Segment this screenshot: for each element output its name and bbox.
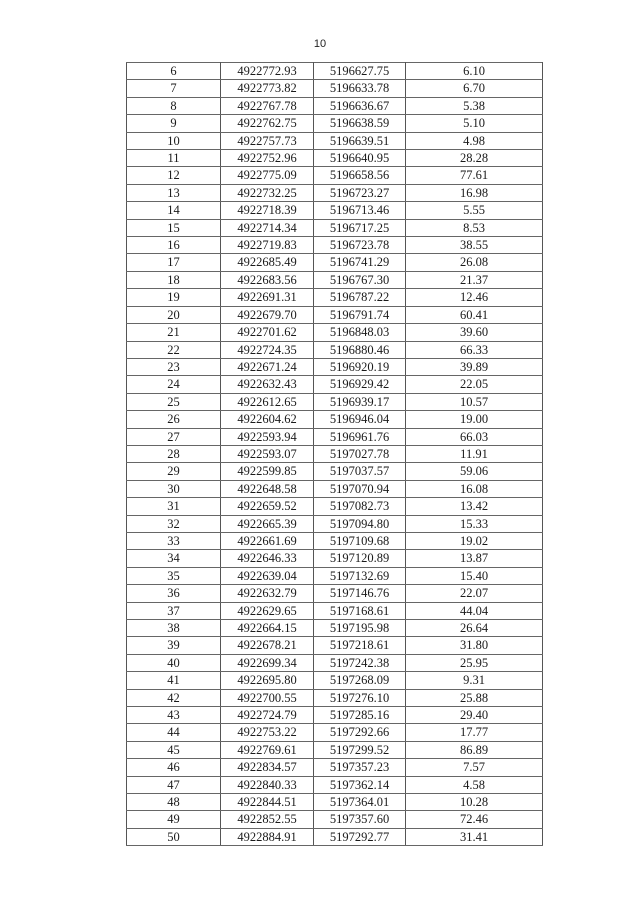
x-coordinate-cell: 4922834.57 (221, 759, 314, 776)
y-coordinate-cell: 5196920.19 (314, 358, 406, 375)
y-coordinate-cell: 5197292.77 (314, 828, 406, 845)
distance-cell: 16.08 (406, 480, 543, 497)
point-number-cell: 41 (127, 672, 221, 689)
distance-cell: 72.46 (406, 811, 543, 828)
table-row (127, 620, 543, 637)
x-coordinate-cell: 4922752.96 (221, 150, 314, 167)
point-number-cell: 17 (127, 254, 221, 271)
point-number-cell: 49 (127, 811, 221, 828)
point-number-cell: 25 (127, 393, 221, 410)
y-coordinate-cell: 5197276.10 (314, 689, 406, 706)
point-number-cell: 28 (127, 445, 221, 462)
x-coordinate-cell: 4922773.82 (221, 80, 314, 97)
y-coordinate-cell: 5197094.80 (314, 515, 406, 532)
table-row (127, 515, 543, 532)
distance-cell: 77.61 (406, 167, 543, 184)
y-coordinate-cell: 5196639.51 (314, 132, 406, 149)
y-coordinate-cell: 5197357.23 (314, 759, 406, 776)
y-coordinate-cell: 5197070.94 (314, 480, 406, 497)
page-number: 10 (313, 38, 327, 50)
distance-cell: 13.87 (406, 550, 543, 567)
point-number-cell: 8 (127, 97, 221, 114)
table-row (127, 637, 543, 654)
table-row (127, 463, 543, 480)
distance-cell: 6.10 (406, 63, 543, 80)
x-coordinate-cell: 4922840.33 (221, 776, 314, 793)
point-number-cell: 32 (127, 515, 221, 532)
x-coordinate-cell: 4922679.70 (221, 306, 314, 323)
x-coordinate-cell: 4922604.62 (221, 411, 314, 428)
coordinate-table-container (126, 62, 542, 846)
point-number-cell: 14 (127, 202, 221, 219)
distance-cell: 66.03 (406, 428, 543, 445)
y-coordinate-cell: 5196791.74 (314, 306, 406, 323)
x-coordinate-cell: 4922612.65 (221, 393, 314, 410)
point-number-cell: 11 (127, 150, 221, 167)
table-row (127, 237, 543, 254)
table-row (127, 63, 543, 80)
y-coordinate-cell: 5197268.09 (314, 672, 406, 689)
table-row (127, 428, 543, 445)
y-coordinate-cell: 5197037.57 (314, 463, 406, 480)
distance-cell: 6.70 (406, 80, 543, 97)
table-row (127, 707, 543, 724)
distance-cell: 7.57 (406, 759, 543, 776)
point-number-cell: 13 (127, 184, 221, 201)
point-number-cell: 12 (127, 167, 221, 184)
y-coordinate-cell: 5196633.78 (314, 80, 406, 97)
distance-cell: 19.00 (406, 411, 543, 428)
x-coordinate-cell: 4922639.04 (221, 567, 314, 584)
table-row (127, 585, 543, 602)
point-number-cell: 40 (127, 654, 221, 671)
point-number-cell: 29 (127, 463, 221, 480)
y-coordinate-cell: 5196741.29 (314, 254, 406, 271)
y-coordinate-cell: 5197362.14 (314, 776, 406, 793)
x-coordinate-cell: 4922659.52 (221, 498, 314, 515)
point-number-cell: 19 (127, 289, 221, 306)
y-coordinate-cell: 5196787.22 (314, 289, 406, 306)
point-number-cell: 47 (127, 776, 221, 793)
distance-cell: 28.28 (406, 150, 543, 167)
table-row (127, 306, 543, 323)
y-coordinate-cell: 5197364.01 (314, 794, 406, 811)
point-number-cell: 18 (127, 271, 221, 288)
point-number-cell: 48 (127, 794, 221, 811)
x-coordinate-cell: 4922775.09 (221, 167, 314, 184)
distance-cell: 8.53 (406, 219, 543, 236)
distance-cell: 12.46 (406, 289, 543, 306)
distance-cell: 10.28 (406, 794, 543, 811)
y-coordinate-cell: 5197168.61 (314, 602, 406, 619)
y-coordinate-cell: 5197027.78 (314, 445, 406, 462)
y-coordinate-cell: 5197120.89 (314, 550, 406, 567)
x-coordinate-cell: 4922695.80 (221, 672, 314, 689)
x-coordinate-cell: 4922852.55 (221, 811, 314, 828)
distance-cell: 4.58 (406, 776, 543, 793)
point-number-cell: 50 (127, 828, 221, 845)
y-coordinate-cell: 5196929.42 (314, 376, 406, 393)
table-row (127, 776, 543, 793)
table-row (127, 811, 543, 828)
table-row (127, 324, 543, 341)
distance-cell: 15.40 (406, 567, 543, 584)
table-row (127, 759, 543, 776)
point-number-cell: 37 (127, 602, 221, 619)
y-coordinate-cell: 5197292.66 (314, 724, 406, 741)
distance-cell: 39.60 (406, 324, 543, 341)
point-number-cell: 44 (127, 724, 221, 741)
distance-cell: 16.98 (406, 184, 543, 201)
table-row (127, 254, 543, 271)
distance-cell: 11.91 (406, 445, 543, 462)
x-coordinate-cell: 4922691.31 (221, 289, 314, 306)
y-coordinate-cell: 5196717.25 (314, 219, 406, 236)
point-number-cell: 20 (127, 306, 221, 323)
distance-cell: 31.80 (406, 637, 543, 654)
distance-cell: 17.77 (406, 724, 543, 741)
x-coordinate-cell: 4922661.69 (221, 532, 314, 549)
y-coordinate-cell: 5196880.46 (314, 341, 406, 358)
coordinate-table-body (127, 63, 543, 846)
table-row (127, 271, 543, 288)
y-coordinate-cell: 5196723.78 (314, 237, 406, 254)
table-row (127, 828, 543, 845)
x-coordinate-cell: 4922757.73 (221, 132, 314, 149)
x-coordinate-cell: 4922678.21 (221, 637, 314, 654)
x-coordinate-cell: 4922593.94 (221, 428, 314, 445)
distance-cell: 26.64 (406, 620, 543, 637)
coordinate-table (126, 62, 543, 846)
table-row (127, 202, 543, 219)
y-coordinate-cell: 5196723.27 (314, 184, 406, 201)
x-coordinate-cell: 4922718.39 (221, 202, 314, 219)
point-number-cell: 9 (127, 115, 221, 132)
point-number-cell: 35 (127, 567, 221, 584)
distance-cell: 26.08 (406, 254, 543, 271)
table-row (127, 219, 543, 236)
point-number-cell: 10 (127, 132, 221, 149)
distance-cell: 38.55 (406, 237, 543, 254)
x-coordinate-cell: 4922719.83 (221, 237, 314, 254)
table-row (127, 97, 543, 114)
table-row (127, 480, 543, 497)
x-coordinate-cell: 4922762.75 (221, 115, 314, 132)
table-row (127, 341, 543, 358)
x-coordinate-cell: 4922714.34 (221, 219, 314, 236)
y-coordinate-cell: 5197299.52 (314, 741, 406, 758)
x-coordinate-cell: 4922632.43 (221, 376, 314, 393)
x-coordinate-cell: 4922732.25 (221, 184, 314, 201)
distance-cell: 59.06 (406, 463, 543, 480)
y-coordinate-cell: 5197109.68 (314, 532, 406, 549)
table-row (127, 672, 543, 689)
table-row (127, 115, 543, 132)
distance-cell: 15.33 (406, 515, 543, 532)
x-coordinate-cell: 4922753.22 (221, 724, 314, 741)
x-coordinate-cell: 4922700.55 (221, 689, 314, 706)
point-number-cell: 34 (127, 550, 221, 567)
point-number-cell: 27 (127, 428, 221, 445)
point-number-cell: 43 (127, 707, 221, 724)
distance-cell: 22.05 (406, 376, 543, 393)
y-coordinate-cell: 5197218.61 (314, 637, 406, 654)
point-number-cell: 26 (127, 411, 221, 428)
table-row (127, 184, 543, 201)
point-number-cell: 15 (127, 219, 221, 236)
x-coordinate-cell: 4922671.24 (221, 358, 314, 375)
table-row (127, 411, 543, 428)
x-coordinate-cell: 4922884.91 (221, 828, 314, 845)
table-row (127, 567, 543, 584)
distance-cell: 5.55 (406, 202, 543, 219)
x-coordinate-cell: 4922599.85 (221, 463, 314, 480)
x-coordinate-cell: 4922724.35 (221, 341, 314, 358)
x-coordinate-cell: 4922699.34 (221, 654, 314, 671)
y-coordinate-cell: 5197285.16 (314, 707, 406, 724)
distance-cell: 29.40 (406, 707, 543, 724)
y-coordinate-cell: 5196848.03 (314, 324, 406, 341)
table-row (127, 80, 543, 97)
table-row (127, 393, 543, 410)
distance-cell: 10.57 (406, 393, 543, 410)
y-coordinate-cell: 5197242.38 (314, 654, 406, 671)
table-row (127, 150, 543, 167)
table-row (127, 602, 543, 619)
x-coordinate-cell: 4922769.61 (221, 741, 314, 758)
x-coordinate-cell: 4922685.49 (221, 254, 314, 271)
y-coordinate-cell: 5196946.04 (314, 411, 406, 428)
table-row (127, 167, 543, 184)
y-coordinate-cell: 5196767.30 (314, 271, 406, 288)
table-row (127, 724, 543, 741)
y-coordinate-cell: 5196627.75 (314, 63, 406, 80)
table-row (127, 289, 543, 306)
x-coordinate-cell: 4922683.56 (221, 271, 314, 288)
x-coordinate-cell: 4922724.79 (221, 707, 314, 724)
point-number-cell: 7 (127, 80, 221, 97)
table-row (127, 689, 543, 706)
point-number-cell: 33 (127, 532, 221, 549)
distance-cell: 31.41 (406, 828, 543, 845)
y-coordinate-cell: 5196939.17 (314, 393, 406, 410)
y-coordinate-cell: 5196640.95 (314, 150, 406, 167)
point-number-cell: 45 (127, 741, 221, 758)
point-number-cell: 38 (127, 620, 221, 637)
x-coordinate-cell: 4922629.65 (221, 602, 314, 619)
distance-cell: 60.41 (406, 306, 543, 323)
table-row (127, 654, 543, 671)
distance-cell: 44.04 (406, 602, 543, 619)
distance-cell: 66.33 (406, 341, 543, 358)
table-row (127, 794, 543, 811)
table-row (127, 532, 543, 549)
y-coordinate-cell: 5197195.98 (314, 620, 406, 637)
table-row (127, 132, 543, 149)
distance-cell: 86.89 (406, 741, 543, 758)
y-coordinate-cell: 5196713.46 (314, 202, 406, 219)
distance-cell: 39.89 (406, 358, 543, 375)
table-row (127, 741, 543, 758)
table-row (127, 498, 543, 515)
distance-cell: 5.38 (406, 97, 543, 114)
x-coordinate-cell: 4922646.33 (221, 550, 314, 567)
x-coordinate-cell: 4922767.78 (221, 97, 314, 114)
point-number-cell: 30 (127, 480, 221, 497)
point-number-cell: 6 (127, 63, 221, 80)
distance-cell: 25.88 (406, 689, 543, 706)
point-number-cell: 36 (127, 585, 221, 602)
x-coordinate-cell: 4922844.51 (221, 794, 314, 811)
table-row (127, 445, 543, 462)
table-row (127, 358, 543, 375)
distance-cell: 13.42 (406, 498, 543, 515)
y-coordinate-cell: 5197082.73 (314, 498, 406, 515)
point-number-cell: 21 (127, 324, 221, 341)
y-coordinate-cell: 5197357.60 (314, 811, 406, 828)
table-row (127, 550, 543, 567)
x-coordinate-cell: 4922665.39 (221, 515, 314, 532)
point-number-cell: 39 (127, 637, 221, 654)
y-coordinate-cell: 5197132.69 (314, 567, 406, 584)
point-number-cell: 22 (127, 341, 221, 358)
x-coordinate-cell: 4922593.07 (221, 445, 314, 462)
y-coordinate-cell: 5197146.76 (314, 585, 406, 602)
y-coordinate-cell: 5196638.59 (314, 115, 406, 132)
distance-cell: 4.98 (406, 132, 543, 149)
point-number-cell: 46 (127, 759, 221, 776)
distance-cell: 9.31 (406, 672, 543, 689)
y-coordinate-cell: 5196961.76 (314, 428, 406, 445)
x-coordinate-cell: 4922772.93 (221, 63, 314, 80)
distance-cell: 21.37 (406, 271, 543, 288)
x-coordinate-cell: 4922701.62 (221, 324, 314, 341)
point-number-cell: 31 (127, 498, 221, 515)
table-row (127, 376, 543, 393)
x-coordinate-cell: 4922648.58 (221, 480, 314, 497)
distance-cell: 19.02 (406, 532, 543, 549)
x-coordinate-cell: 4922632.79 (221, 585, 314, 602)
distance-cell: 22.07 (406, 585, 543, 602)
distance-cell: 5.10 (406, 115, 543, 132)
point-number-cell: 24 (127, 376, 221, 393)
point-number-cell: 42 (127, 689, 221, 706)
point-number-cell: 23 (127, 358, 221, 375)
x-coordinate-cell: 4922664.15 (221, 620, 314, 637)
point-number-cell: 16 (127, 237, 221, 254)
y-coordinate-cell: 5196658.56 (314, 167, 406, 184)
distance-cell: 25.95 (406, 654, 543, 671)
y-coordinate-cell: 5196636.67 (314, 97, 406, 114)
